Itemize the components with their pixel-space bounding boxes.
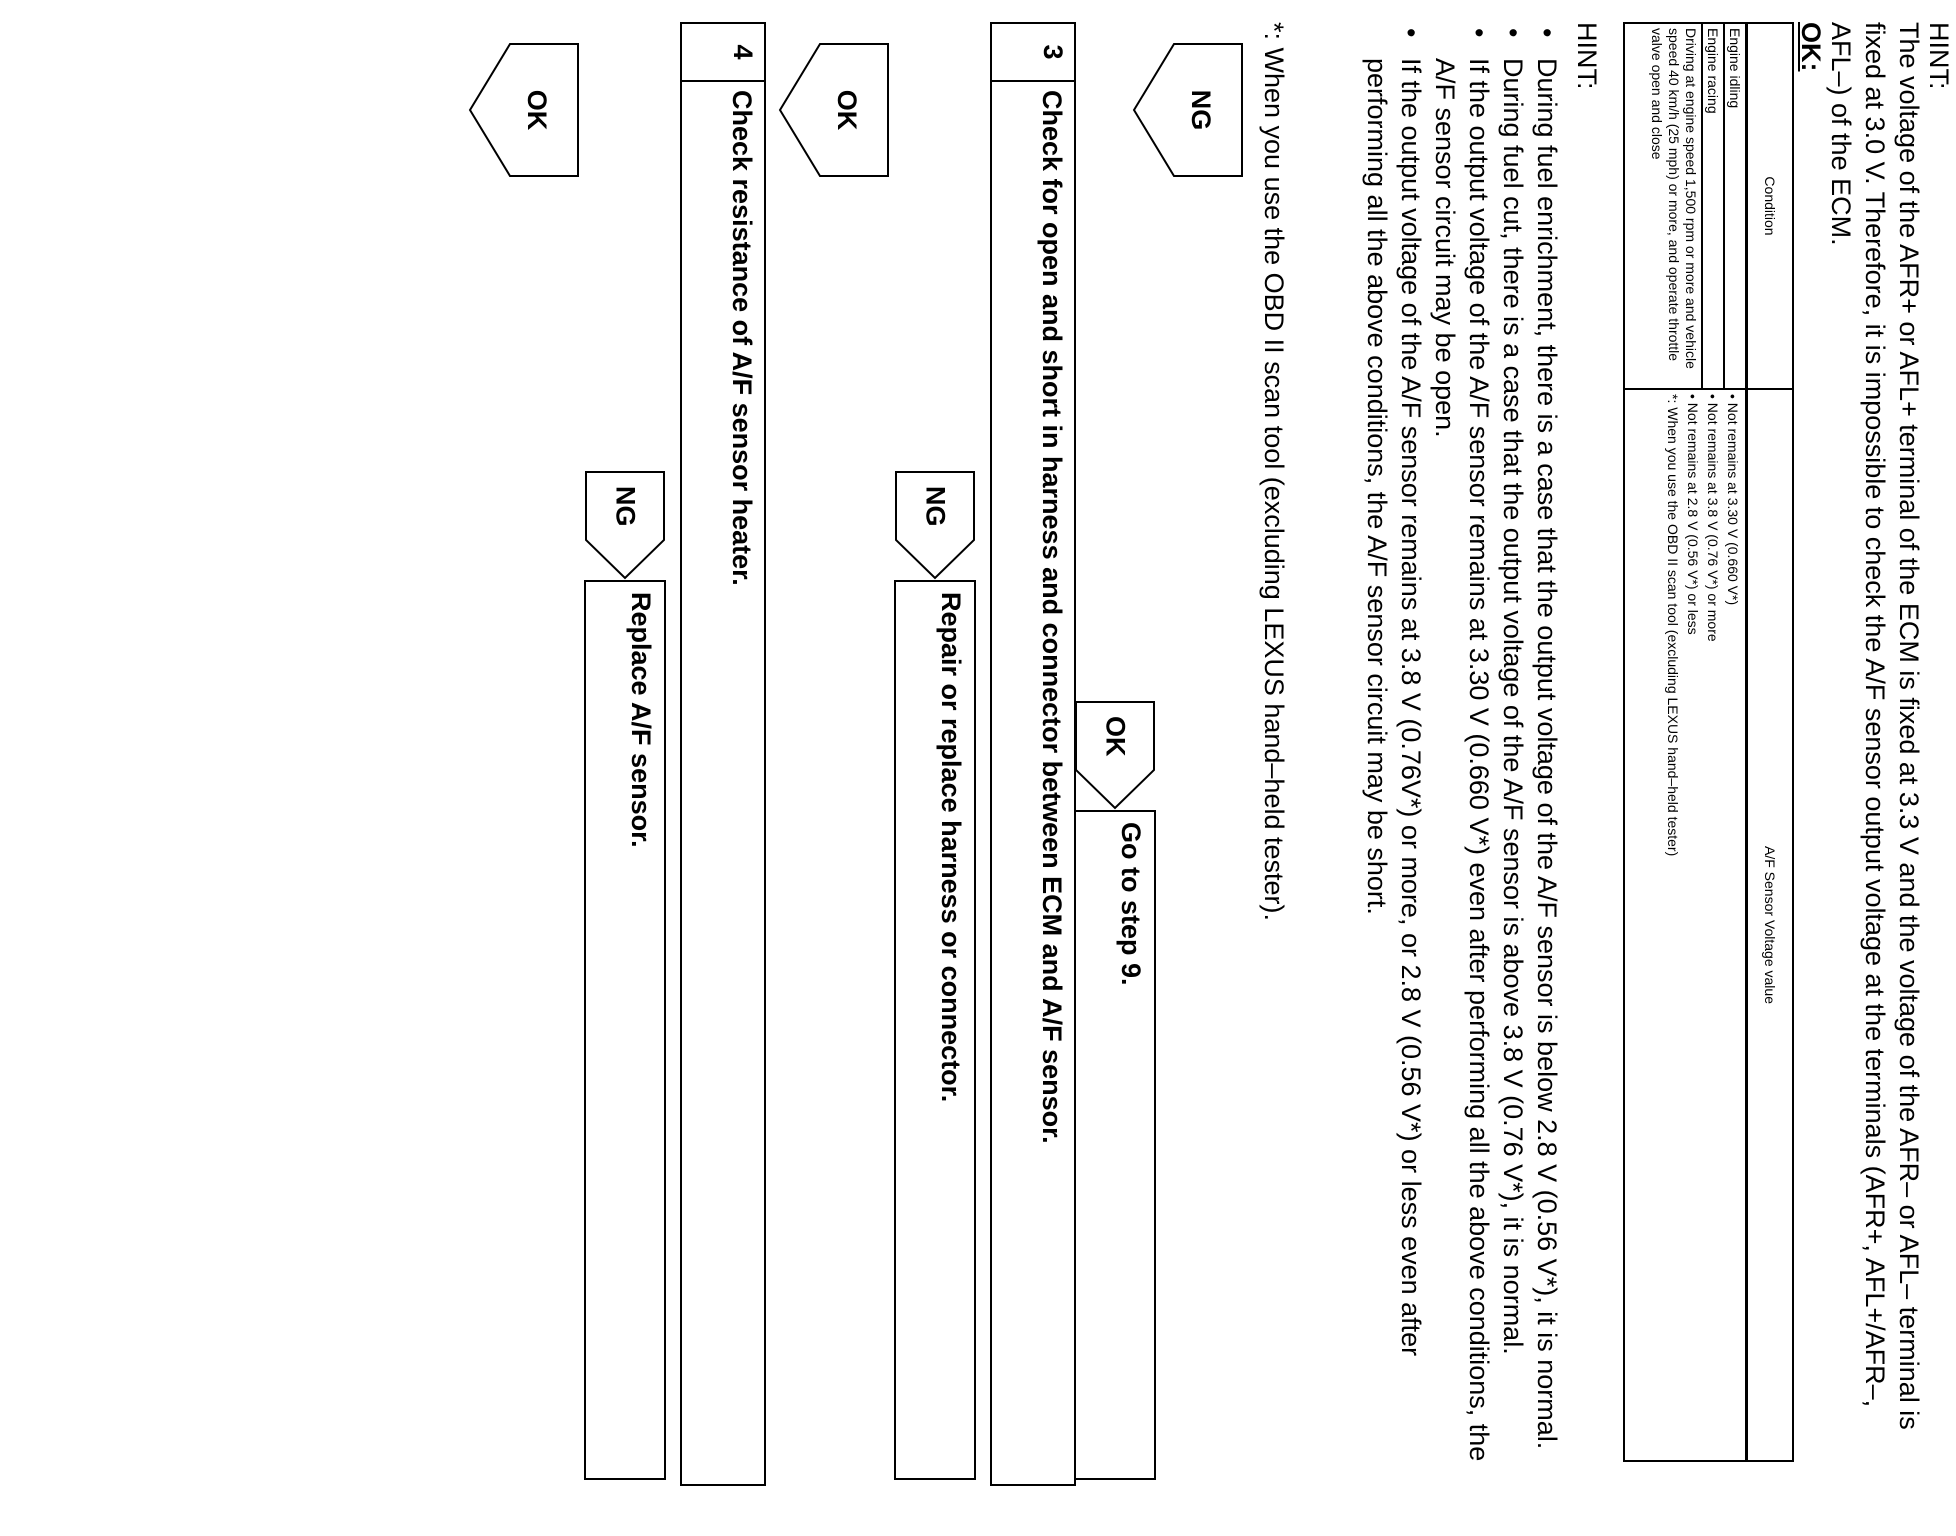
ok-label: OK: — [1796, 22, 1826, 72]
step-number: 4 — [682, 24, 764, 82]
replace-box: Replace A/F sensor. — [584, 580, 666, 1480]
ok-side-arrow — [1074, 700, 1156, 810]
ng-side-arrow — [894, 470, 976, 580]
ok-arrow-label: OK — [522, 89, 552, 131]
table-header-condition: Condition — [1747, 23, 1794, 389]
table-cell-value: • Not remains at 3.8 V (0.76 V*) or more — [1705, 394, 1721, 642]
hint-item: • If the output voltage of the A/F sensor remains at 3.8 V (0.76V*) or more, or 2.8 V (0.56 V*) or less even after performing all the above conditions, the A/F sensor circuit may be short. — [1360, 22, 1428, 1482]
goto-step-box: Go to step 9. — [1074, 810, 1156, 1480]
hint2-title: HINT: — [1572, 22, 1602, 90]
ok-arrow-label: OK — [832, 89, 862, 131]
ok-arrow — [468, 42, 580, 178]
step-text: Check for open and short in harness and connector between ECM and A/F sensor. — [1037, 90, 1067, 1144]
table-cell-value: • Not remains at 3.30 V (0.660 V*) — [1725, 394, 1741, 606]
ng-side-arrow-label: NG — [610, 486, 641, 527]
hint-footnote: *: When you use the OBD II scan tool (excluding LEXUS hand–held tester). — [1259, 22, 1289, 921]
hint-title: HINT: — [1924, 22, 1954, 90]
step4-box — [680, 22, 766, 1486]
table-cell-condition: Driving at engine speed 1,500 rpm or more and vehicle speed 40 km/h (25 mph) or more, and operate throttle valve open and close — [1624, 23, 1702, 389]
ok-arrow — [778, 42, 890, 178]
table-header-value: A/F Sensor Voltage value — [1747, 389, 1794, 1461]
ng-side-arrow-label: NG — [920, 486, 951, 527]
step3-box — [990, 22, 1076, 1486]
ng-side-arrow — [584, 470, 666, 580]
table-cell-value: • Not remains at 2.8 V (0.56 V*) or less — [1685, 394, 1701, 635]
step-number: 3 — [992, 24, 1074, 82]
table-cell-value-group — [1624, 389, 1747, 1461]
ng-arrow-label: NG — [1186, 89, 1216, 131]
hint-body: The voltage of the AFR+ or AFL+ terminal of the ECM is fixed at 3.3 V and the voltage of the AFR– or AFL– terminal is fixed at 3.0 V. Therefore, it is impossible to check the A/F sensor output voltage at the terminals (AFR+, AFL+/AFR–, AFL–) of the ECM. — [1826, 22, 1924, 1430]
ok-side-arrow-label: OK — [1100, 716, 1131, 757]
table-row — [1724, 23, 1747, 1461]
ng-arrow — [1132, 42, 1244, 178]
hint-item: • During fuel enrichment, there is a case that the output voltage of the A/F sensor is below 2.8 V (0.56 V*), it is normal. — [1530, 22, 1564, 1482]
hint-item: • During fuel cut, there is a case that the output voltage of the A/F sensor is above 3.8 V (0.76 V*), it is normal. — [1496, 22, 1530, 1482]
repair-box: Repair or replace harness or connector. — [894, 580, 976, 1480]
table-cell-condition: Engine idling — [1724, 23, 1747, 389]
hint-item: • If the output voltage of the A/F sensor remains at 3.30 V (0.660 V*) even after performing all the above conditions, the A/F sensor circuit may be open. — [1428, 22, 1496, 1482]
table-footnote: *: When you use the OBD II scan tool (excluding LEXUS hand–held tester) — [1665, 394, 1681, 857]
spec-table — [1623, 22, 1794, 1462]
step-text: Check resistance of A/F sensor heater. — [727, 90, 757, 586]
table-cell-condition: Engine racing — [1702, 23, 1724, 389]
hint-list — [1360, 22, 1564, 1482]
